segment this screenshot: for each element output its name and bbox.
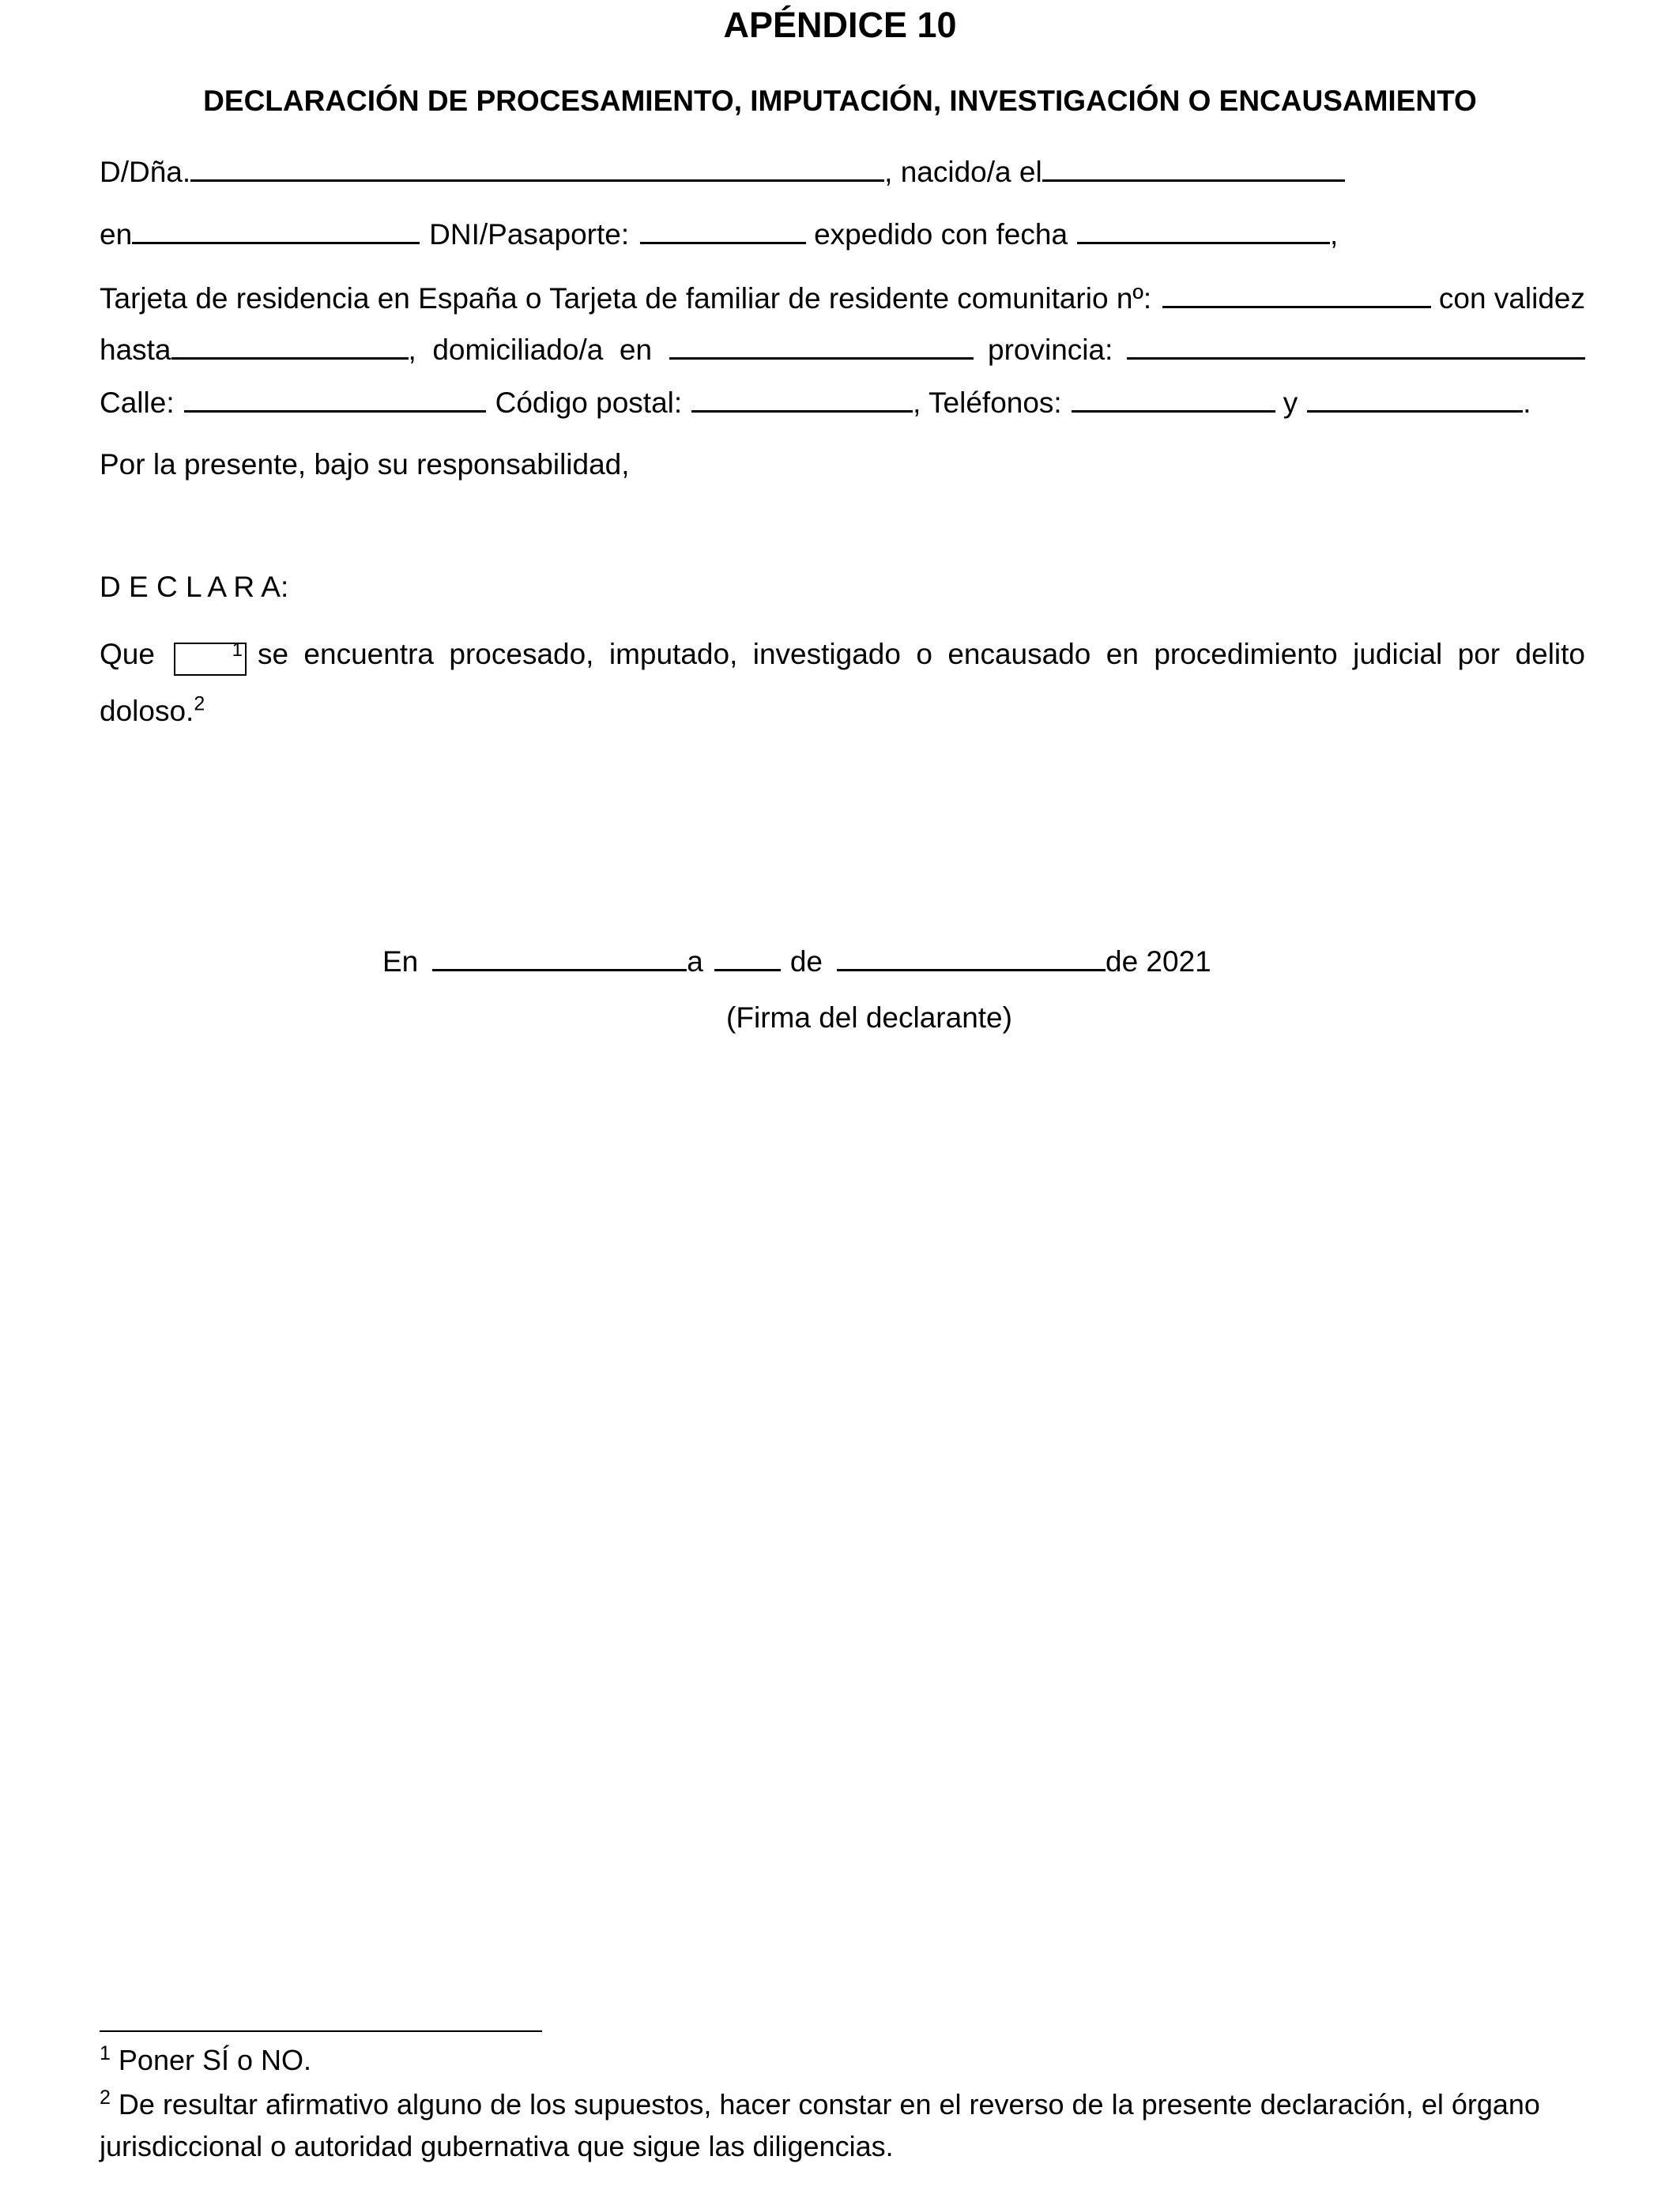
que-label: Que (100, 638, 155, 670)
declares-label: D E C L A R A: (100, 571, 289, 603)
period: . (1523, 386, 1531, 419)
form-line-address (100, 330, 1585, 370)
dni-label: DNI/Pasaporte: (429, 218, 630, 251)
footnote-1-text: Poner SÍ o NO. (118, 2044, 312, 2076)
signature-day-field[interactable] (714, 944, 781, 971)
name-label: D/Dña. (100, 156, 191, 188)
postal-code-field[interactable] (691, 385, 913, 413)
residence-card-label: Tarjeta de residencia en España o Tarjeta de familiar de residente comunitario nº: (100, 282, 1152, 315)
until-label: hasta (100, 334, 171, 366)
yes-no-box[interactable] (174, 639, 247, 676)
form-line-contact (100, 383, 1585, 423)
phones-label: , Teléfonos: (913, 386, 1062, 419)
a-label: a (687, 945, 703, 978)
signature-date-line (382, 942, 1331, 982)
form-line-card (100, 279, 1585, 319)
phone-field-1[interactable] (1072, 385, 1275, 413)
declaration-text: se encuentra procesado, imputado, investigado o encausado en procedimiento judicial por delito doloso. (100, 638, 1585, 727)
page-title: APÉNDICE 10 (723, 5, 957, 45)
province-field[interactable] (1127, 332, 1585, 360)
de-label: de (789, 945, 823, 978)
year-label: de 2021 (1106, 945, 1211, 978)
province-label: provincia: (988, 334, 1113, 366)
page-subtitle: DECLARACIÓN DE PROCESAMIENTO, IMPUTACIÓN, INVESTIGACIÓN O ENCAUSAMIENTO (203, 85, 1477, 117)
name-field[interactable] (190, 154, 884, 182)
birthplace-label: en (100, 218, 133, 251)
birth-date-field[interactable] (1042, 154, 1345, 182)
validity-date-field[interactable] (171, 332, 409, 360)
street-label: Calle: (100, 386, 175, 419)
city-field[interactable] (669, 332, 974, 360)
residence-card-field[interactable] (1162, 281, 1431, 308)
birthplace-field[interactable] (132, 217, 420, 244)
street-field[interactable] (184, 385, 486, 413)
issued-label: expedido con fecha (814, 218, 1068, 251)
footnote-divider (100, 2030, 542, 2032)
postal-label: Código postal: (495, 386, 683, 419)
form-line-name (100, 153, 1585, 192)
declares-heading (100, 567, 1585, 607)
domiciled-label: , domiciliado/a en (408, 334, 653, 366)
footnote-2-mark: 2 (100, 2087, 111, 2109)
validity-label: con validez (1438, 282, 1585, 315)
declaration-footnote-mark: 2 (194, 692, 205, 715)
signature-caption: (Firma del declarante) (726, 1001, 1012, 1034)
dni-field[interactable] (640, 217, 806, 244)
form-line-id (100, 215, 1585, 254)
footnote-1 (100, 2039, 1585, 2081)
in-label: En (382, 945, 419, 978)
born-label: , nacido/a el (884, 156, 1042, 188)
phone-field-2[interactable] (1307, 385, 1523, 413)
responsibility-text (100, 445, 1585, 484)
footnote-2-text: De resultar afirmativo alguno de los supuestos, hacer constar en el reverso de la presente declaración, el órgano jurisdiccional o autoridad gubernativa que sigue las diligencias. (100, 2088, 1540, 2162)
issue-date-field[interactable] (1077, 217, 1330, 244)
comma: , (1330, 218, 1339, 251)
and-label: y (1283, 386, 1298, 419)
footnote-1-mark: 1 (100, 2042, 111, 2064)
box-footnote-mark: 1 (232, 639, 243, 662)
responsibility-label: Por la presente, bajo su responsabilidad, (100, 448, 630, 481)
signature-place-field[interactable] (432, 944, 687, 971)
declaration-paragraph (100, 626, 1585, 740)
signature-month-field[interactable] (837, 944, 1106, 971)
footnote-2 (100, 2083, 1585, 2167)
